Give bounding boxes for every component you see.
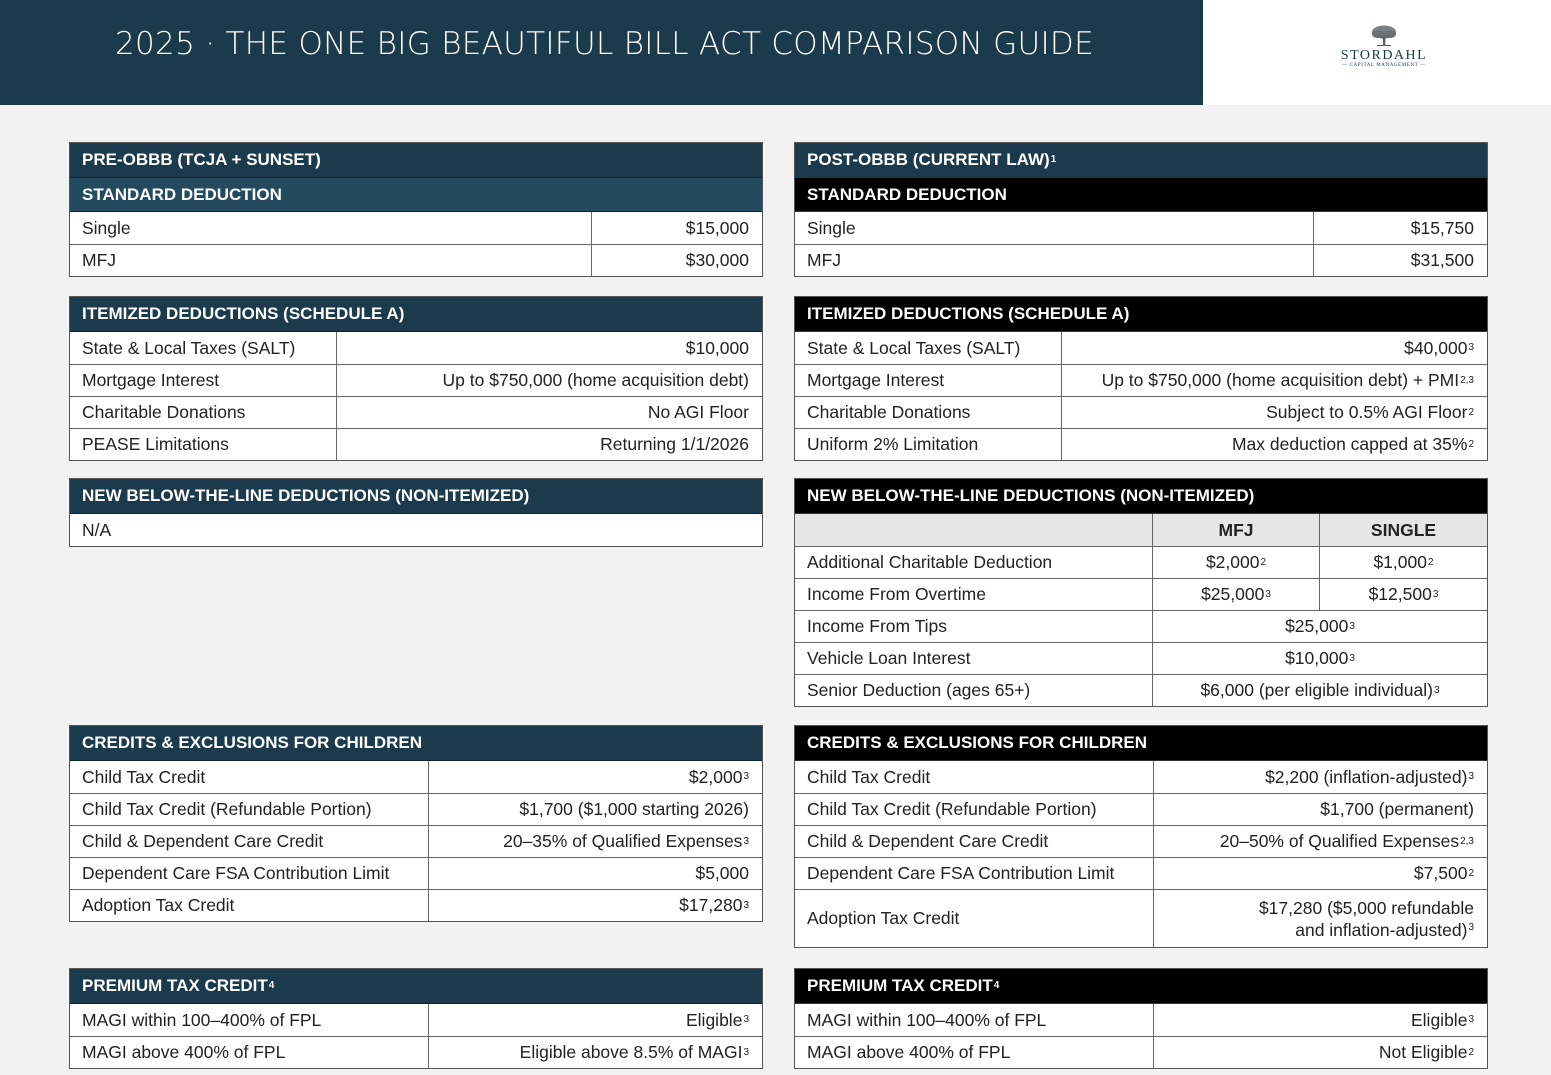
row-value: $7,500 2 [1413, 863, 1474, 883]
row-value: Eligible above 8.5% of MAGI 3 [519, 1042, 749, 1062]
table-row [70, 793, 762, 825]
logo-panel [1203, 0, 1551, 105]
row-value: 20–35% of Qualified Expenses 3 [503, 831, 749, 851]
pre-obbb-standard-deduction-table [69, 142, 763, 277]
row-label: Child Tax Credit [795, 761, 1154, 793]
row-label: Income From Tips [795, 611, 1153, 642]
table-row [70, 857, 762, 889]
table-row [70, 332, 762, 364]
table-row [795, 674, 1487, 706]
row-label: Vehicle Loan Interest [795, 643, 1153, 674]
row-label: Child & Dependent Care Credit [795, 826, 1154, 857]
pre-obbb-itemized-table [69, 296, 763, 461]
row-label: Single [70, 212, 592, 244]
table-row [70, 212, 762, 244]
table-row [795, 889, 1487, 947]
mfj-value: $25,000 3 [1153, 579, 1320, 610]
row-label: Child Tax Credit (Refundable Portion) [70, 794, 429, 825]
table-title: STANDARD DEDUCTION [70, 178, 762, 212]
table-row [70, 1036, 762, 1068]
row-value: Eligible 3 [1411, 1009, 1474, 1030]
table-title: PREMIUM TAX CREDIT 4 [70, 969, 762, 1004]
company-logo [1337, 25, 1431, 69]
row-label: MAGI within 100–400% of FPL [795, 1004, 1154, 1036]
table-row [70, 396, 762, 428]
row-value: $10,000 3 [1285, 648, 1355, 668]
row-label: Uniform 2% Limitation [795, 429, 1062, 460]
row-value: $17,280 ($5,000 refundable and inflation-adjusted)$^3$ [1258, 897, 1474, 940]
row-value: $17,280 3 [679, 895, 749, 915]
pre-obbb-premium-tax-credit-table [69, 968, 763, 1069]
logo-subtitle: — CAPITAL MANAGEMENT — [1337, 63, 1431, 69]
row-label: Additional Charitable Deduction [795, 547, 1153, 578]
row-label: Mortgage Interest [70, 365, 337, 396]
row-value: $6,000 (per eligible individual) 3 [1200, 680, 1440, 700]
row-value: 20–50% of Qualified Expenses 2,3 [1219, 831, 1474, 851]
table-row [70, 1004, 762, 1036]
row-value: N/A [82, 519, 112, 540]
row-label: MAGI within 100–400% of FPL [70, 1004, 429, 1036]
table-row [795, 244, 1487, 276]
row-label: Senior Deduction (ages 65+) [795, 675, 1153, 706]
post-obbb-below-the-line-table [794, 478, 1488, 707]
row-value: No AGI Floor [647, 402, 749, 422]
row-label: MAGI above 400% of FPL [70, 1037, 429, 1068]
table-title: NEW BELOW-THE-LINE DEDUCTIONS (NON-ITEMIZED) [795, 479, 1487, 514]
row-label: MAGI above 400% of FPL [795, 1037, 1154, 1068]
pre-obbb-below-the-line-table [69, 478, 763, 547]
table-row [795, 857, 1487, 889]
row-value: Up to $750,000 (home acquisition debt) [442, 370, 749, 390]
row-value: $40,000 3 [1404, 337, 1474, 358]
row-value: $1,700 ($1,000 starting 2026) [519, 799, 749, 819]
table-row [795, 1036, 1487, 1068]
row-value: Eligible 3 [686, 1009, 749, 1030]
row-label: MFJ [70, 245, 592, 276]
column-header-row [795, 514, 1487, 546]
table-row [795, 546, 1487, 578]
post-obbb-premium-tax-credit-table [794, 968, 1488, 1069]
row-value: $10,000 [685, 337, 749, 358]
table-row [70, 244, 762, 276]
mfj-value: $2,000 2 [1153, 547, 1320, 578]
row-value: Max deduction capped at 35% 2 [1231, 434, 1474, 454]
table-title: STANDARD DEDUCTION [795, 178, 1487, 212]
table-row [795, 396, 1487, 428]
post-obbb-itemized-table [794, 296, 1488, 461]
column-header-single: SINGLE [1370, 519, 1437, 540]
row-label: MFJ [795, 245, 1314, 276]
table-row [795, 1004, 1487, 1036]
row-label: Adoption Tax Credit [795, 890, 1154, 947]
column-title: POST-OBBB (CURRENT LAW) 1 [795, 143, 1487, 178]
tree-icon [1369, 25, 1399, 47]
row-label: Income From Overtime [795, 579, 1153, 610]
row-label: Charitable Donations [70, 397, 337, 428]
row-value: $2,200 (inflation-adjusted) 3 [1265, 766, 1474, 787]
column-title: PRE-OBBB (TCJA + SUNSET) [70, 143, 762, 178]
table-row [795, 428, 1487, 460]
row-label: Child Tax Credit [70, 761, 429, 793]
row-label: PEASE Limitations [70, 429, 337, 460]
row-label: Dependent Care FSA Contribution Limit [70, 858, 429, 889]
table-row [795, 578, 1487, 610]
table-row [70, 761, 762, 793]
page-title: 2025 · THE ONE BIG BEAUTIFUL BILL ACT COMPARISON GUIDE [115, 26, 1094, 62]
row-label: Child Tax Credit (Refundable Portion) [795, 794, 1154, 825]
table-title: ITEMIZED DEDUCTIONS (SCHEDULE A) [795, 297, 1487, 332]
row-value: Not Eligible 2 [1378, 1042, 1474, 1062]
row-label: Dependent Care FSA Contribution Limit [795, 858, 1154, 889]
table-row [795, 642, 1487, 674]
table-row [795, 332, 1487, 364]
post-obbb-children-credits-table [794, 725, 1488, 948]
row-value: $30,000 [685, 250, 749, 270]
row-value: $25,000 3 [1285, 616, 1355, 636]
title-banner [0, 0, 1203, 105]
pre-obbb-children-credits-table [69, 725, 763, 922]
row-label: Single [795, 212, 1314, 244]
row-label: State & Local Taxes (SALT) [795, 332, 1062, 364]
table-row [795, 610, 1487, 642]
table-row [795, 793, 1487, 825]
row-label: Child & Dependent Care Credit [70, 826, 429, 857]
row-value: Subject to 0.5% AGI Floor 2 [1266, 402, 1474, 422]
table-title: ITEMIZED DEDUCTIONS (SCHEDULE A) [70, 297, 762, 332]
row-value: $15,000 [685, 217, 749, 238]
table-row [795, 364, 1487, 396]
row-label: Charitable Donations [795, 397, 1062, 428]
table-row [70, 889, 762, 921]
table-row [795, 212, 1487, 244]
table-title: NEW BELOW-THE-LINE DEDUCTIONS (NON-ITEMIZED) [70, 479, 762, 514]
table-row [70, 825, 762, 857]
table-title: CREDITS & EXCLUSIONS FOR CHILDREN [795, 726, 1487, 761]
table-row [795, 825, 1487, 857]
row-value: $2,000 3 [688, 766, 749, 787]
row-value: $1,700 (permanent) [1320, 799, 1474, 819]
single-value: $1,000 2 [1373, 552, 1434, 572]
table-row [795, 761, 1487, 793]
table-title: CREDITS & EXCLUSIONS FOR CHILDREN [70, 726, 762, 761]
table-row [70, 428, 762, 460]
row-value: $5,000 [695, 863, 749, 883]
row-value: $15,750 [1410, 217, 1474, 238]
row-value: Up to $750,000 (home acquisition debt) + PMI 2,3 [1101, 370, 1474, 390]
row-label: Adoption Tax Credit [70, 890, 429, 921]
row-value: $31,500 [1410, 250, 1474, 270]
row-value: Returning 1/1/2026 [600, 434, 749, 454]
row-label: Mortgage Interest [795, 365, 1062, 396]
table-title: PREMIUM TAX CREDIT 4 [795, 969, 1487, 1004]
table-row [70, 514, 762, 546]
row-label: State & Local Taxes (SALT) [70, 332, 337, 364]
column-header-mfj: MFJ [1153, 514, 1320, 546]
table-row [70, 364, 762, 396]
blank-header-cell [795, 514, 1153, 546]
single-value: $12,500 3 [1368, 584, 1439, 604]
logo-name: STORDAHL [1340, 48, 1428, 63]
post-obbb-standard-deduction-table [794, 142, 1488, 277]
